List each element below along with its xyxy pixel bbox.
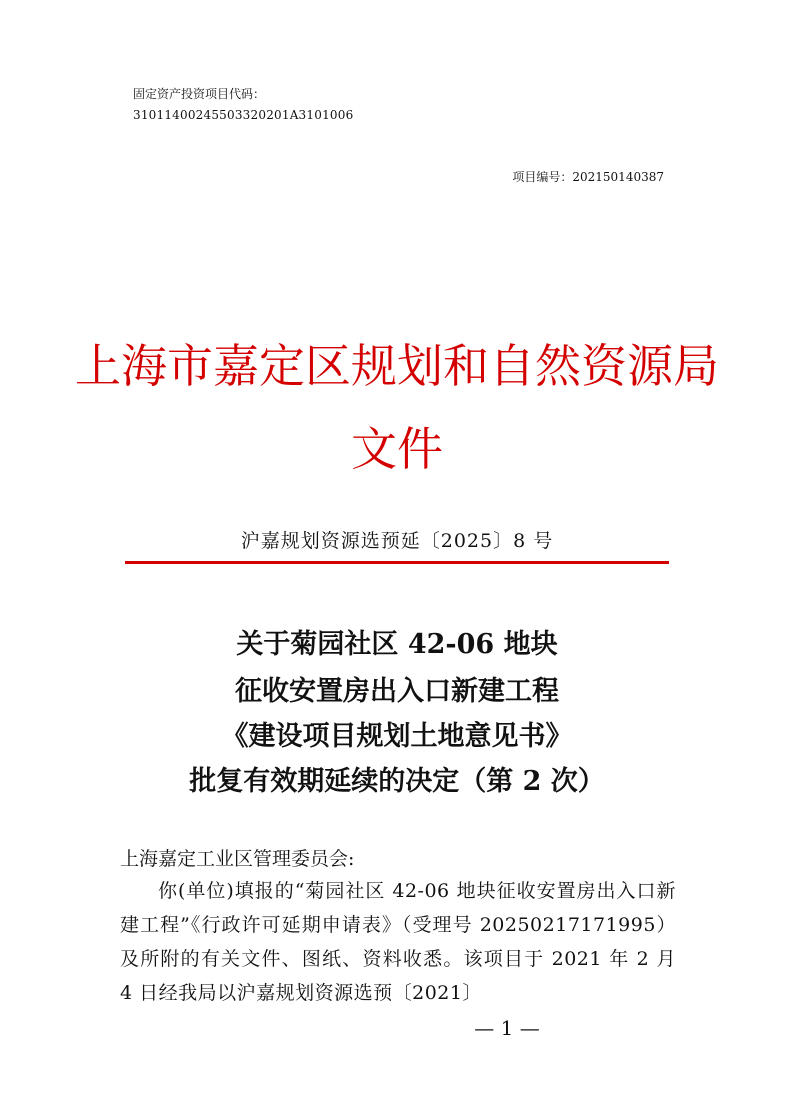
document-type: 文件 bbox=[351, 422, 443, 476]
body-paragraph: 你(单位)填报的“菊园社区 42-06 地块征收安置房出入口新建工程”《行政许可延期申请表》（受理号 20250217171995）及所附的有关文件、图纸、资料收悉。该项目于 2021 年 2 月 4 日经我局以沪嘉规划资源选预〔2021〕 bbox=[120, 880, 676, 1004]
project-number: 项目编号：202150140387 bbox=[512, 170, 664, 184]
investment-code-value: 31011400245503320201A3101006 bbox=[133, 108, 354, 122]
document-title-line-3: 《建设项目规划土地意见书》 bbox=[221, 721, 573, 752]
document-title-line-1: 关于菊园社区 42-06 地块 bbox=[236, 629, 558, 660]
agency-name: 上海市嘉定区规划和自然资源局 bbox=[75, 339, 719, 393]
recipient: 上海嘉定工业区管理委员会: bbox=[120, 848, 355, 870]
investment-code-label: 固定资产投资项目代码： bbox=[133, 87, 266, 101]
red-divider-line bbox=[125, 561, 669, 564]
document-number: 沪嘉规划资源选预延〔2025〕8 号 bbox=[240, 530, 554, 552]
page-number: — 1 — bbox=[474, 1016, 540, 1040]
document-title-line-4: 批复有效期延续的决定（第 2 次） bbox=[189, 766, 605, 797]
document-title-line-2: 征收安置房出入口新建工程 bbox=[235, 676, 559, 707]
